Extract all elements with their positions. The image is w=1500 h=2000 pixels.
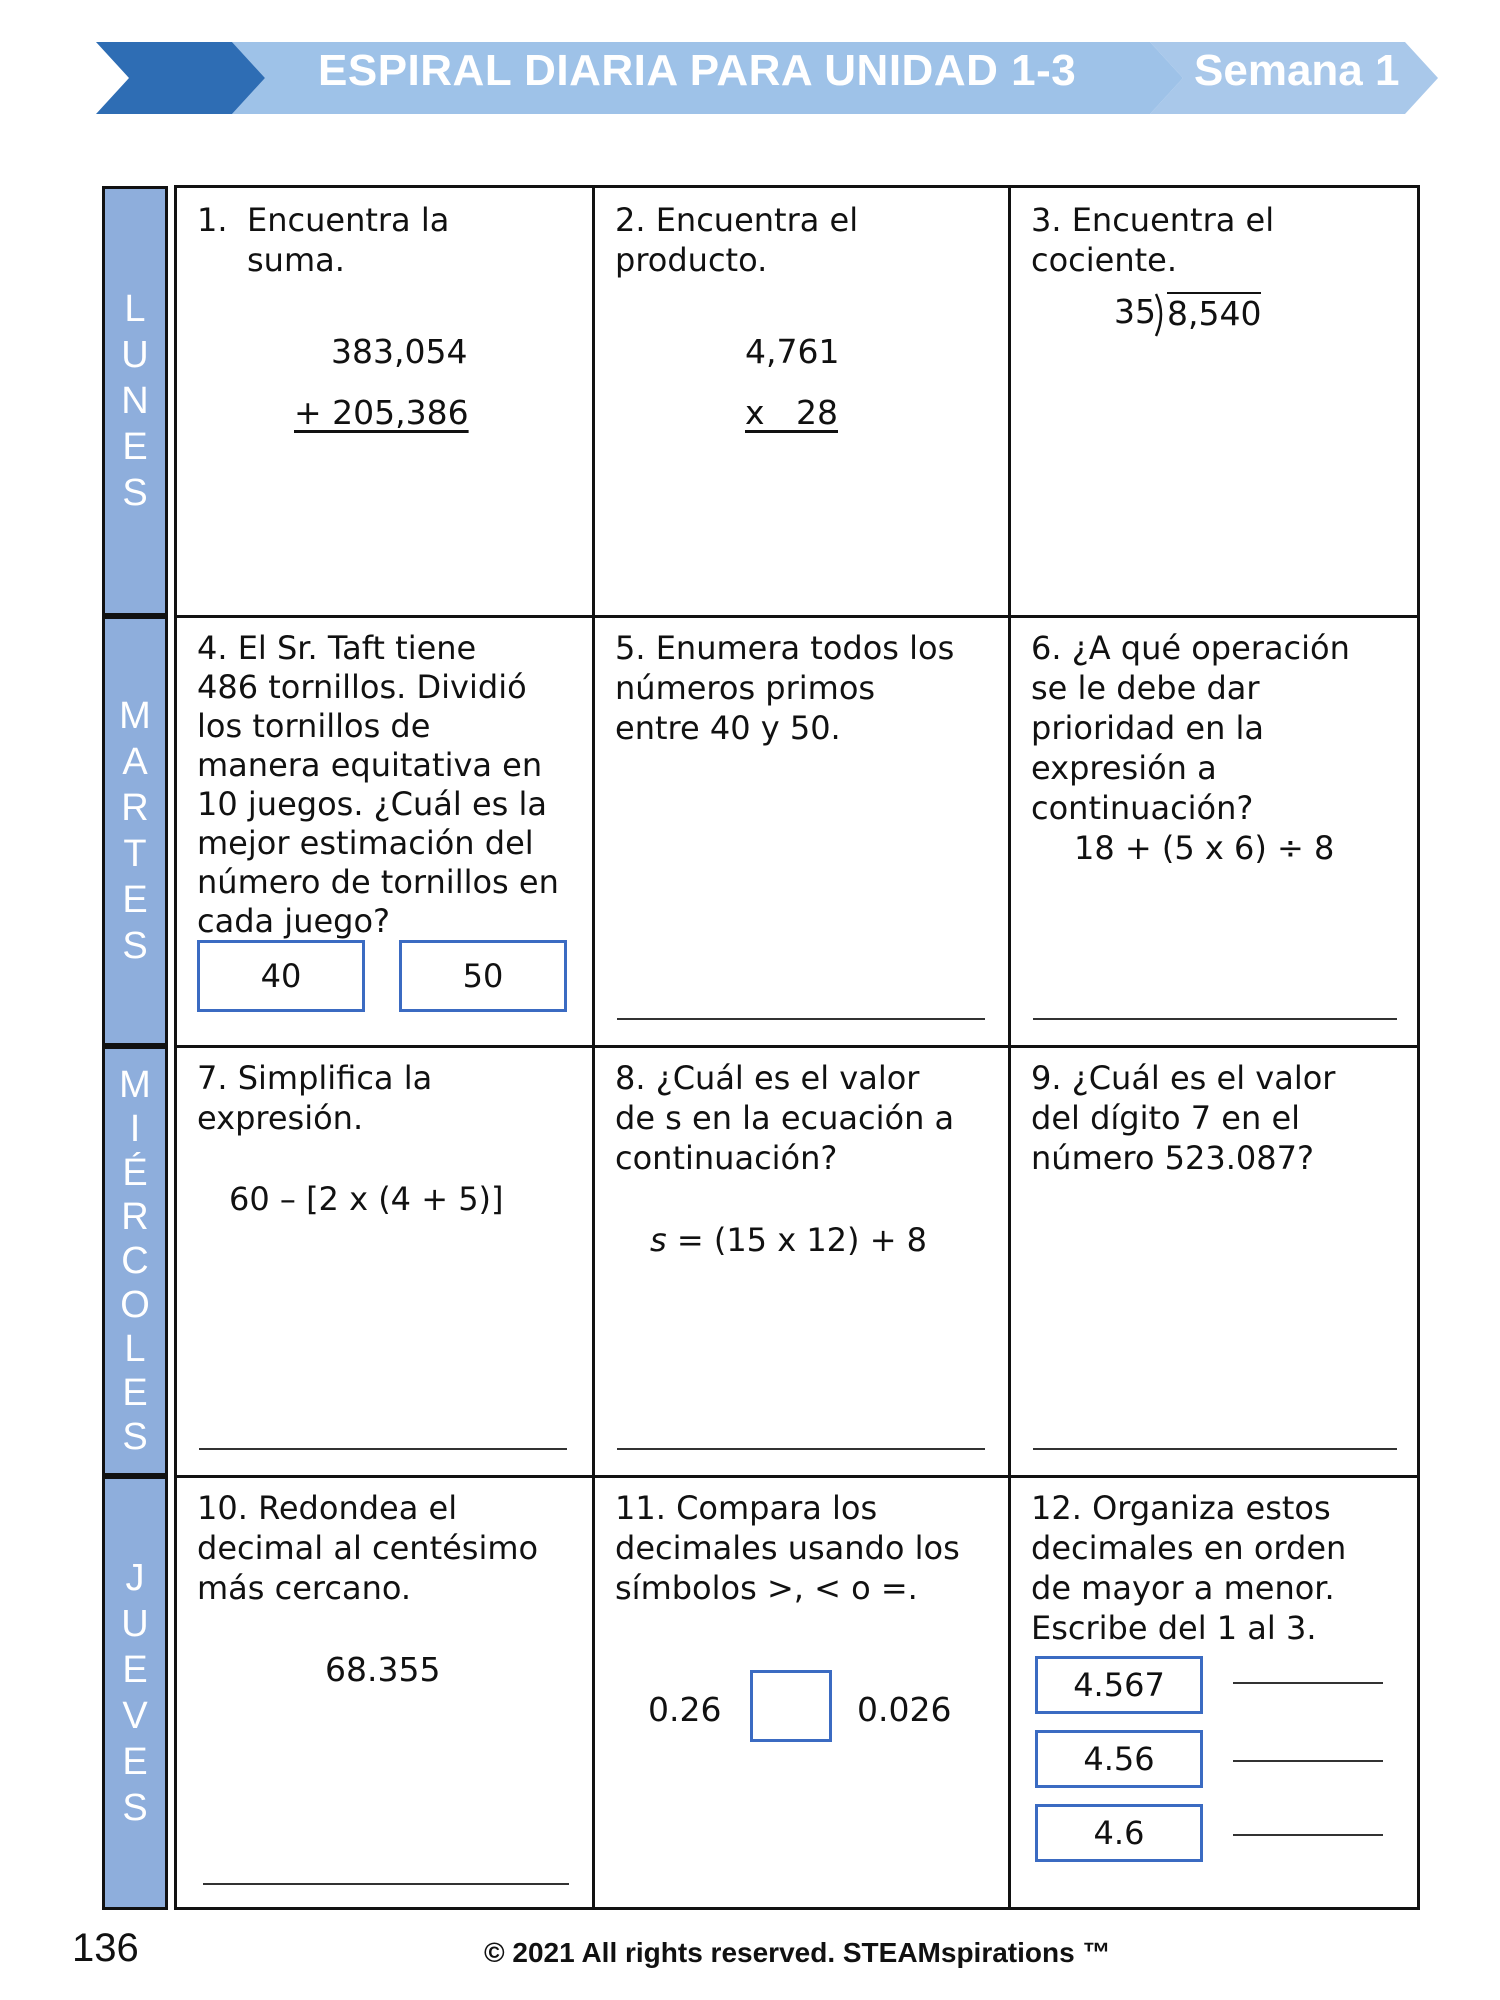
problem-text: símbolos >, < o =. [615,1569,918,1607]
expression: 60 – [2 x (4 + 5)] [229,1180,504,1218]
rank-answer-line[interactable] [1233,1760,1383,1762]
problem-text: 6. ¿A qué operación [1031,629,1350,667]
page-title: ESPIRAL DIARIA PARA UNIDAD 1-3 [318,46,1077,95]
decimal-box: 4.6 [1035,1804,1203,1862]
problem-text: 5. Enumera todos los [615,629,955,667]
problem-text: número de tornillos en [197,863,559,901]
addend: + 205,386 [294,393,469,432]
problem-text: entre 40 y 50. [615,709,841,747]
problem-text: de mayor a menor. [1031,1569,1335,1607]
problem-text: Escribe del 1 al 3. [1031,1609,1317,1647]
problem-text: se le debe dar [1031,669,1260,707]
header-banner [0,0,1500,140]
problem-text: mejor estimación del [197,824,534,862]
problem-text: expresión. [197,1099,364,1137]
problem-text: continuación? [1031,789,1254,827]
problem-text: decimales usando los [615,1529,960,1567]
problem-text: 4. El Sr. Taft tiene [197,629,477,667]
answer-line[interactable] [617,1018,985,1020]
decimal-right: 0.026 [857,1690,952,1729]
worksheet-grid [174,185,1420,1910]
problem-6 [1011,618,1417,1045]
problem-3 [1011,188,1417,615]
answer-choice-40[interactable]: 40 [197,940,365,1012]
answer-line[interactable] [617,1448,985,1450]
decimal-value: 68.355 [325,1650,441,1689]
problem-11 [595,1478,1008,1910]
decimal-box: 4.56 [1035,1730,1203,1788]
problem-text: prioridad en la [1031,709,1265,747]
answer-line[interactable] [1033,1018,1397,1020]
problem-5 [595,618,1008,1045]
decimal-box: 4.567 [1035,1656,1203,1714]
problem-text: 8. ¿Cuál es el valor [615,1059,920,1097]
decimal-left: 0.26 [648,1690,722,1729]
problem-text: 486 tornillos. Dividió [197,668,527,706]
rank-answer-line[interactable] [1233,1682,1383,1684]
problem-text: cada juego? [197,902,391,940]
problem-text: producto. [615,241,768,279]
rank-answer-line[interactable] [1233,1834,1383,1836]
division-bracket [1153,292,1167,338]
problem-text: 2. Encuentra el [615,201,859,239]
dividend: 8,540 [1167,294,1262,333]
page-number: 136 [72,1926,139,1970]
equation: s = (15 x 12) + 8 [650,1221,928,1259]
problem-text: 7. Simplifica la [197,1059,433,1097]
comparison-answer-box[interactable] [750,1670,832,1742]
problem-text: 10 juegos. ¿Cuál es la [197,785,547,823]
problem-text: 9. ¿Cuál es el valor [1031,1059,1336,1097]
expression: 18 + (5 x 6) ÷ 8 [1074,829,1335,867]
answer-choice-50[interactable]: 50 [399,940,567,1012]
problem-1 [177,188,592,615]
problem-4 [177,618,592,1045]
day-label-miercoles: M I É R C O L E S [102,1046,168,1476]
problem-text: suma. [247,241,345,279]
day-label-lunes: L U N E S [102,186,168,616]
answer-line[interactable] [203,1883,569,1885]
problem-2 [595,188,1008,615]
factor: x 28 [745,393,838,432]
problem-text: decimal al centésimo [197,1529,539,1567]
problem-text: de s en la ecuación a [615,1099,955,1137]
problem-text: manera equitativa en [197,746,543,784]
problem-text: más cercano. [197,1569,412,1607]
problem-text: número 523.087? [1031,1139,1314,1177]
problem-7 [177,1048,592,1475]
addend: 383,054 [331,332,468,371]
problem-text: expresión a [1031,749,1217,787]
problem-text: Encuentra la [247,201,450,239]
problem-text: continuación? [615,1139,838,1177]
answer-line[interactable] [1033,1448,1397,1450]
problem-text: números primos [615,669,876,707]
problem-8 [595,1048,1008,1475]
problem-12 [1011,1478,1417,1910]
banner-lead-arrow [96,42,265,114]
problem-text: decimales en orden [1031,1529,1347,1567]
problem-text: 10. Redondea el [197,1489,458,1527]
problem-text: los tornillos de [197,707,431,745]
problem-text: 12. Organiza estos [1031,1489,1331,1527]
day-label-jueves: J U E V E S [102,1476,168,1910]
day-label-martes: M A R T E S [102,616,168,1046]
problem-number: 1. [197,201,228,239]
week-label: Semana 1 [1194,46,1400,95]
problem-text: 3. Encuentra el [1031,201,1275,239]
divisor: 35 [1114,292,1156,331]
problem-text: cociente. [1031,241,1178,279]
problem-10 [177,1478,592,1910]
factor: 4,761 [745,332,840,371]
copyright-notice: © 2021 All rights reserved. STEAMspirations ™ [484,1937,1111,1968]
problem-text: del dígito 7 en el [1031,1099,1301,1137]
problem-9 [1011,1048,1417,1475]
problem-text: 11. Compara los [615,1489,878,1527]
answer-line[interactable] [199,1448,567,1450]
